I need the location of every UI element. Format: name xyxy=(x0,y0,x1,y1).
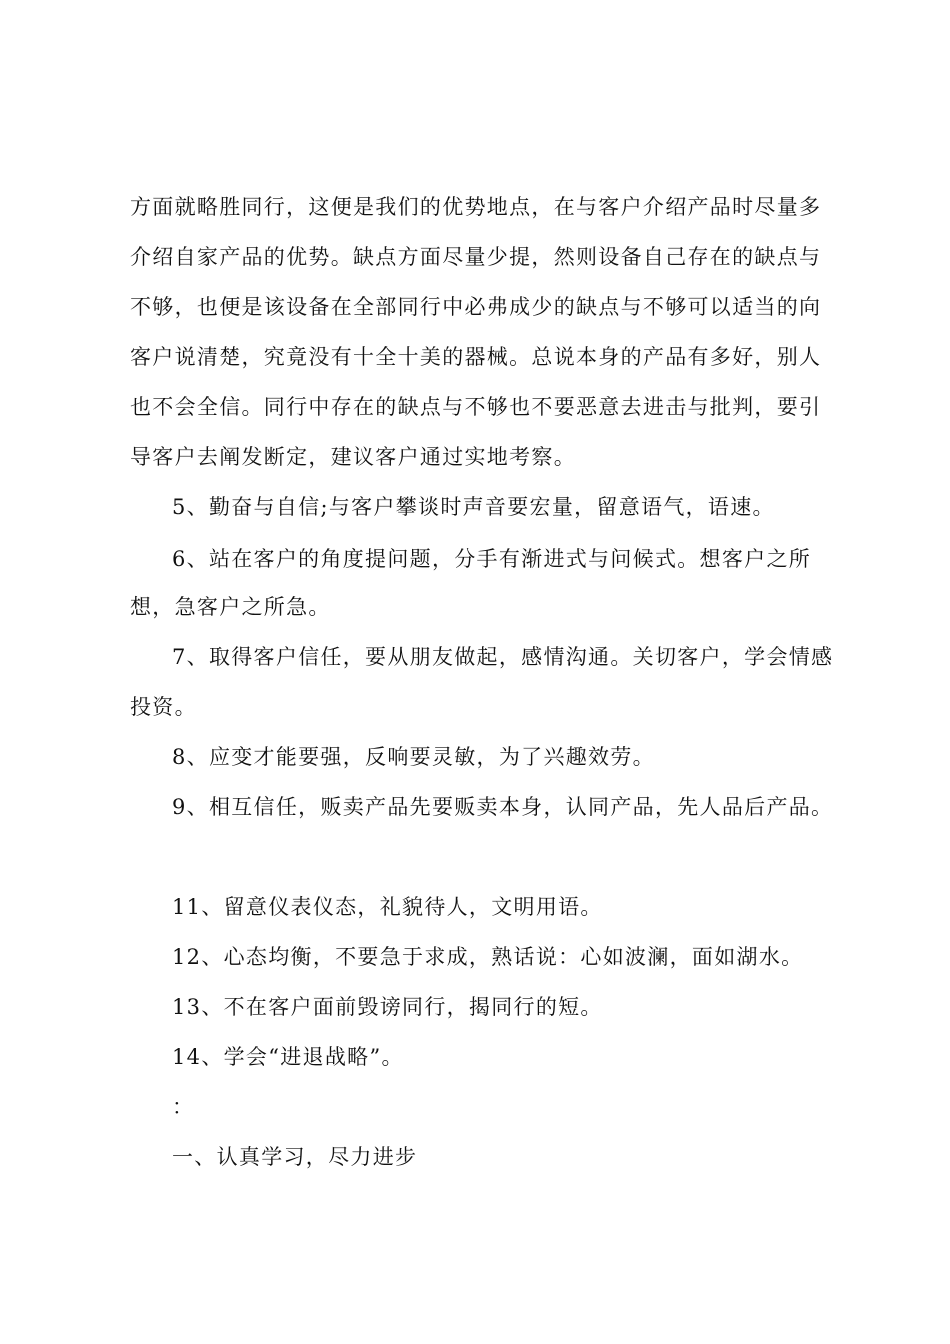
paragraph-line: 想，急客户之所急。 xyxy=(130,595,331,619)
list-item: 7、取得客户信任，要从朋友做起，感情沟通。关切客户，学会情感 xyxy=(172,645,834,669)
paragraph-line: ： xyxy=(172,1095,195,1119)
list-item: 11、留意仪表仪态，礼貌待人，文明用语。 xyxy=(172,895,603,919)
section-heading: 一、认真学习，尽力进步 xyxy=(172,1145,418,1169)
list-item: 13、不在客户面前毁谤同行，揭同行的短。 xyxy=(172,995,603,1019)
paragraph-line: 客户说清楚，究竟没有十全十美的器械。总说本身的产品有多好，别人 xyxy=(130,345,822,369)
list-item: 6、站在客户的角度提问题，分手有渐进式与问候式。想客户之所 xyxy=(172,547,812,571)
paragraph-line: 介绍自家产品的优势。缺点方面尽量少提，然则设备自己存在的缺点与 xyxy=(130,245,822,269)
list-item: 12、心态均衡，不要急于求成，熟话说：心如波澜，面如湖水。 xyxy=(172,945,804,969)
list-item: 5、勤奋与自信;与客户攀谈时声音要宏量，留意语气，语速。 xyxy=(172,495,775,519)
paragraph-line: 导客户去阐发断定，建议客户通过实地考察。 xyxy=(130,445,576,469)
list-item: 9、相互信任，贩卖产品先要贩卖本身，认同产品，先人品后产品。 xyxy=(172,795,834,819)
paragraph-line: 也不会全信。同行中存在的缺点与不够也不要恶意去进击与批判，要引 xyxy=(130,395,822,419)
list-item: 14、学会“进退战略”。 xyxy=(172,1045,404,1069)
list-item: 8、应变才能要强，反响要灵敏，为了兴趣效劳。 xyxy=(172,745,655,769)
paragraph-line: 投资。 xyxy=(130,695,197,719)
paragraph-line: 不够，也便是该设备在全部同行中必弗成少的缺点与不够可以适当的向 xyxy=(130,295,822,319)
paragraph-line: 方面就略胜同行，这便是我们的优势地点，在与客户介绍产品时尽量多 xyxy=(130,195,822,219)
